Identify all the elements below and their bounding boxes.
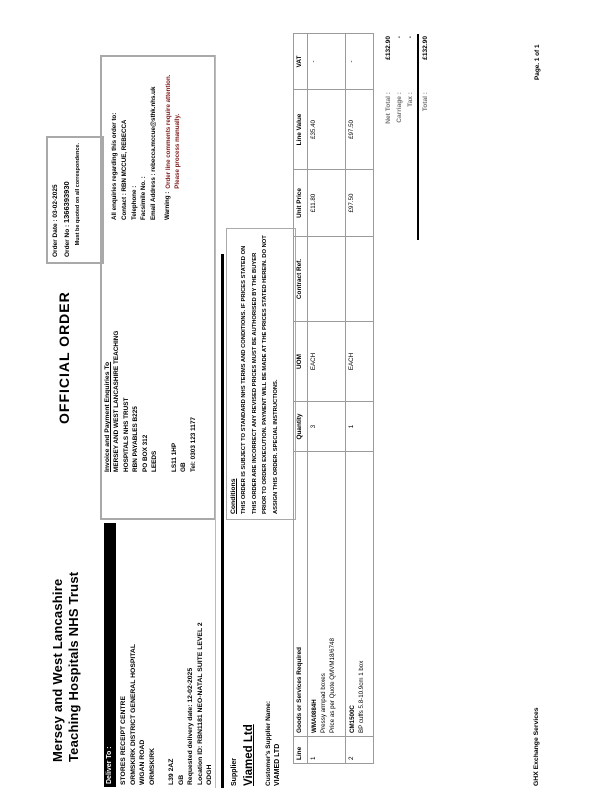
contact-line: Contact : RBN MCCUE, REBECCA <box>121 119 129 220</box>
conditions-header: Conditions <box>230 478 237 514</box>
net-total-label: Net Total : <box>385 92 392 124</box>
order-quote-note: Must be quoted on all correspondence. <box>75 143 81 246</box>
cell-uom: EACH <box>308 322 346 402</box>
order-no-label: Order No : <box>64 224 71 257</box>
warning-text: Order line comments require attention. Please process manually. <box>165 74 182 189</box>
cell-quantity: 3 <box>308 402 346 452</box>
requested-delivery-date: Requested delivery date: 12-02-2025 <box>187 667 195 785</box>
totals-block <box>383 34 431 240</box>
order-info-box <box>46 136 104 264</box>
invoice-line: MERSEY AND WEST LANCASHIRE TEACHING <box>113 330 120 472</box>
trust-title <box>50 572 82 762</box>
cell-uom: EACH <box>346 322 374 402</box>
goods-code: CM1500C <box>349 705 356 733</box>
deliver-line: STORES RECEIPT CENTRE <box>120 695 127 785</box>
order-date-label: Order Date : <box>52 219 59 257</box>
col-header-vat: VAT <box>294 34 308 90</box>
table-row <box>308 34 346 764</box>
invoice-to-block <box>104 292 198 472</box>
col-header-unit-price: Unit Price <box>294 170 308 237</box>
cell-line-value: £97.50 <box>346 90 374 170</box>
deliver-to-address <box>119 523 215 785</box>
deliver-line-spacer <box>157 523 167 785</box>
order-no-row <box>62 143 71 257</box>
conditions-box <box>226 228 296 520</box>
trust-title-line1: Mersey and West Lancashire <box>50 578 65 762</box>
telephone-line: Telephone : <box>130 185 138 220</box>
deliver-line: L39 2AZ <box>167 758 175 785</box>
heavy-divider-rule <box>221 254 224 788</box>
col-header-contract-ref: Contract Ref. <box>294 237 308 322</box>
cell-goods <box>346 452 374 737</box>
deliver-to-header: Deliver To : <box>104 523 116 787</box>
net-total-value: £132.90 <box>385 36 392 60</box>
carriage-row <box>394 34 405 240</box>
deliver-line: ORMSKIRK <box>148 747 156 785</box>
invoice-line: PO BOX 312 <box>141 434 149 472</box>
invoice-line: GB <box>180 462 188 472</box>
grand-total-row <box>417 34 431 240</box>
facsimile-line: Facsimile No. : <box>140 176 148 220</box>
invoice-line-spacer <box>160 292 170 472</box>
table-row <box>346 34 374 764</box>
order-date-row <box>52 143 59 257</box>
supplier-block <box>231 536 281 786</box>
col-header-line: Line <box>294 737 308 764</box>
invoice-line: RBN PAYABLES B225 <box>132 406 140 472</box>
goods-description: BP cuffs 5.8-10.9cm 1 box <box>358 660 365 733</box>
customer-supplier-name: VIAMED LTD <box>274 743 281 786</box>
goods-code: WMA0884H <box>311 699 318 733</box>
col-header-uom: UOM <box>294 322 308 402</box>
supplier-label: Supplier <box>231 757 238 786</box>
page-number: Page. 1 of 1 <box>534 44 541 80</box>
cell-contract-ref <box>346 237 374 322</box>
invoice-to-header: Invoice and Payment Enquiries To <box>104 361 111 472</box>
col-header-line-value: Line Value <box>294 90 308 170</box>
document-type-heading: OFFICIAL ORDER <box>56 291 72 424</box>
col-header-goods: Goods or Services Required <box>294 452 308 737</box>
deliver-line: GB <box>177 774 185 785</box>
col-header-quantity: Quantity <box>294 402 308 452</box>
cell-vat: - <box>346 34 374 90</box>
invoice-line: HOSPITALS NHS TRUST <box>122 397 130 472</box>
carriage-label: Carriage : <box>396 92 403 123</box>
enquiries-header: All enquiries regarding this order to: <box>111 112 118 220</box>
supplier-name: Viamed Ltd <box>243 724 255 786</box>
cell-unit-price: £97.50 <box>346 170 374 237</box>
cell-unit-price: £11.80 <box>308 170 346 237</box>
enquiries-block <box>110 58 182 220</box>
cell-line-no: 1 <box>308 737 346 764</box>
warning-row <box>164 58 182 220</box>
cell-goods <box>308 452 346 737</box>
grand-total-value: £132.90 <box>422 36 429 60</box>
location-id: Location ID: RBN1181 NEO-NATAL SUITE LEVEL 2 <box>196 622 204 785</box>
location-id-line2: ODGH <box>206 764 214 785</box>
invoice-line: LS11 1HP <box>170 442 178 472</box>
customer-supplier-name-label: Customer's Supplier Name: <box>265 701 272 786</box>
carriage-value: - <box>396 36 403 39</box>
tax-value: - <box>407 36 414 39</box>
order-no-value: 1366393930 <box>62 181 71 224</box>
cell-quantity: 1 <box>346 402 374 452</box>
cell-line-no: 2 <box>346 737 374 764</box>
conditions-text: THIS ORDER IS SUBJECT TO STANDARD NHS TERMS AND CONDITIONS. IF PRICES STATED ON THIS ORDER ARE INCORRECT ANY REVISED PRICES MUST BE AUTHORISED BY THE BUYER PRIOR TO ORDER EXECUTION. PAYMENT WILL BE MADE AT THE PRICES STATED HEREIN. DO NOT ASSIGN THIS ORDER. SPECIAL INSTRUCTIONS. <box>241 235 280 514</box>
tax-label: Tax : <box>407 92 414 107</box>
ghx-footer: GHX Exchange Services <box>533 707 540 786</box>
goods-quote-note: Price as per Quote QMVM18/6748 <box>329 638 336 733</box>
section-divider-rule <box>215 55 216 788</box>
line-items-table <box>293 33 374 764</box>
net-total-row <box>383 34 394 240</box>
invoice-line: LEEDS <box>151 450 159 472</box>
order-date-value: 03-02-2025 <box>52 184 59 218</box>
table-header-row <box>294 34 308 764</box>
trust-title-line2: Teaching Hospitals NHS Trust <box>66 571 81 762</box>
grand-total-label: Total : <box>422 92 429 112</box>
warning-label: Warning : <box>164 191 172 220</box>
cell-vat: - <box>308 34 346 90</box>
cell-contract-ref <box>308 237 346 322</box>
tax-row <box>405 34 416 240</box>
invoice-telephone: Tel: 0303 123 1177 <box>189 417 197 472</box>
deliver-line: WIGAN ROAD <box>139 739 147 785</box>
email-line: Email Address : rebecca.mccue@sthk.nhs.uk <box>149 86 157 220</box>
goods-description: Pressy armpad boxes <box>320 673 327 733</box>
cell-line-value: £35.40 <box>308 90 346 170</box>
deliver-line: ORMSKIRK DISTRICT GENERAL HOSPITAL <box>129 644 137 785</box>
